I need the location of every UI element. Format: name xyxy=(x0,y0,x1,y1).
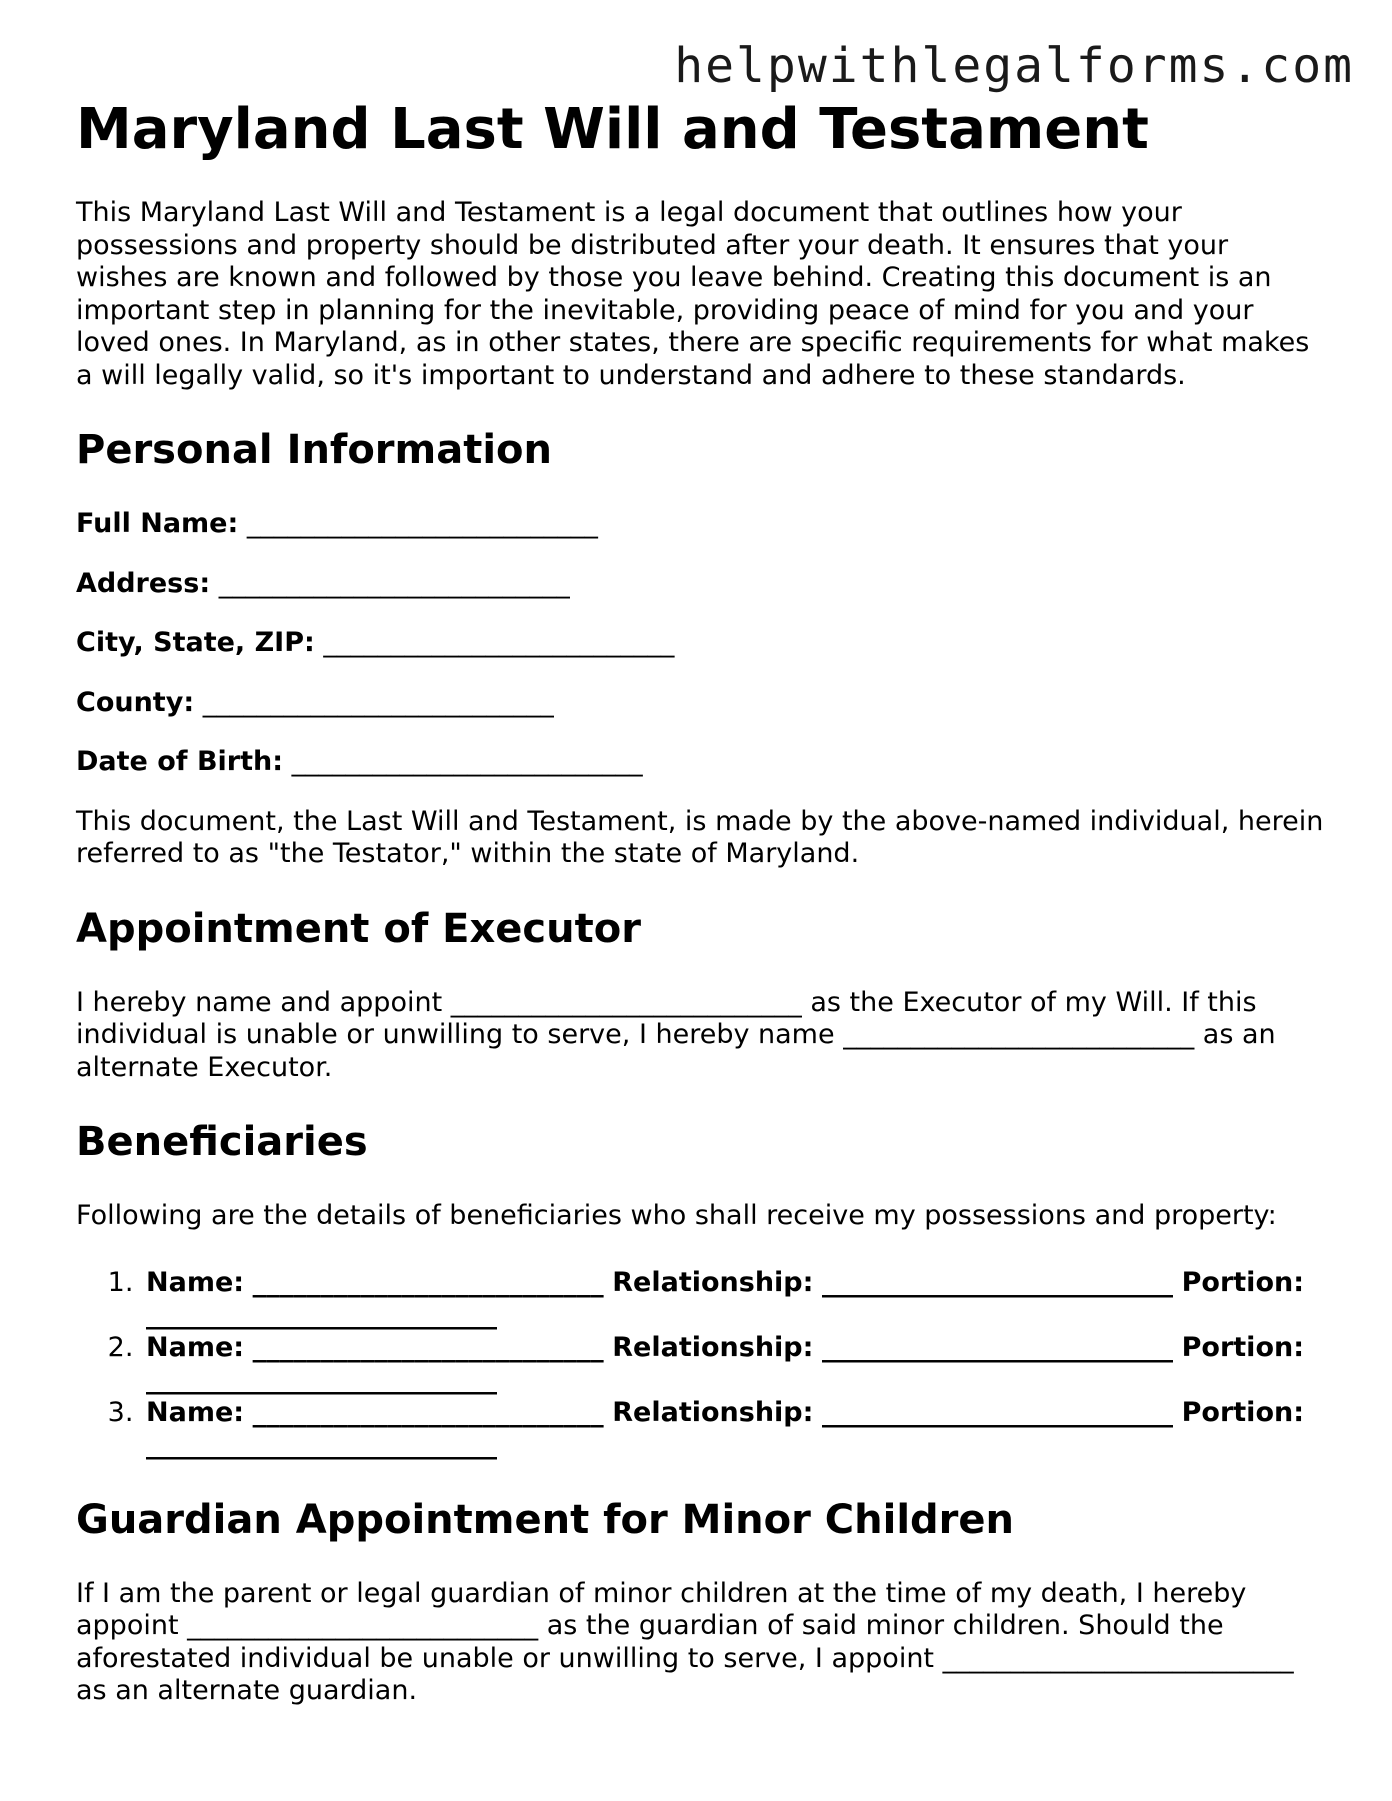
address-blank[interactable]: __________________________ xyxy=(218,567,570,599)
full-name-blank[interactable]: __________________________ xyxy=(246,508,598,540)
address-field[interactable] xyxy=(76,568,1326,601)
dob-field[interactable] xyxy=(76,746,1326,779)
guardian-text-1: If I am the parent or legal guardian of minor children at the time of my death, I hereby appoint xyxy=(76,1577,1247,1642)
beneficiary-portion-label: Portion: xyxy=(1181,1396,1305,1428)
dob-blank[interactable]: __________________________ xyxy=(291,746,643,778)
beneficiary-portion-blank[interactable]: __________________________ xyxy=(146,1299,497,1331)
beneficiaries-heading: Beneficiaries xyxy=(76,1119,368,1166)
beneficiary-relationship-blank[interactable]: __________________________ xyxy=(822,1396,1174,1428)
intro-paragraph: This Maryland Last Will and Testament is a legal document that outlines how your possessions and property should be distributed after your death. It ensures that your wishes are known and followed by those you leave behind. Creating this document is an important step in planning for the inevitable, providing peace of mind for you and your loved ones. In Maryland, as in other states, there are specific requirements for what makes a will legally valid, so it's important to understand and adhere to these standards. xyxy=(76,197,1310,391)
document-page xyxy=(76,96,1326,1742)
document-title: Maryland Last Will and Testament xyxy=(76,97,1149,162)
beneficiary-relationship-blank[interactable]: __________________________ xyxy=(822,1266,1174,1298)
beneficiary-name-blank[interactable]: __________________________ xyxy=(252,1266,604,1298)
alternate-guardian-blank[interactable]: __________________________ xyxy=(942,1642,1294,1674)
full-name-field[interactable] xyxy=(76,508,1326,541)
county-blank[interactable]: __________________________ xyxy=(202,686,554,718)
guardian-blank[interactable]: __________________________ xyxy=(187,1610,539,1642)
executor-heading: Appointment of Executor xyxy=(76,905,641,952)
guardian-heading: Guardian Appointment for Minor Children xyxy=(76,1496,1014,1543)
executor-text-2: as the Executor of my Will. If this individual is unable or unwilling to serve, I hereby name xyxy=(76,986,1257,1051)
beneficiary-name-label: Name: xyxy=(146,1331,245,1363)
beneficiary-relationship-label: Relationship: xyxy=(612,1331,814,1363)
beneficiary-name-blank[interactable]: __________________________ xyxy=(252,1331,604,1363)
county-field[interactable] xyxy=(76,687,1326,720)
watermark: helpwithlegalforms.com xyxy=(674,38,1354,94)
executor-text-3: as an alternate Executor. xyxy=(76,1019,1276,1083)
city-state-zip-label: City, State, ZIP: xyxy=(76,627,315,659)
beneficiary-portion-blank[interactable]: __________________________ xyxy=(146,1364,497,1396)
alternate-executor-blank[interactable]: __________________________ xyxy=(843,1019,1195,1051)
executor-paragraph xyxy=(76,987,1326,1085)
beneficiary-relationship-label: Relationship: xyxy=(612,1396,814,1428)
testator-statement: This document, the Last Will and Testament, is made by the above-named individual, herein referred to as "the Testator," within the state of Maryland. xyxy=(76,805,1324,870)
beneficiaries-intro: Following are the details of beneficiaries who shall receive my possessions and property: xyxy=(76,1200,1277,1232)
beneficiary-portion-blank[interactable]: __________________________ xyxy=(146,1429,497,1461)
guardian-text-2: as the guardian of said minor children. Should the aforestated individual be unable or unwilling to serve, I appoint xyxy=(76,1610,1224,1674)
beneficiary-portion-label: Portion: xyxy=(1181,1331,1305,1363)
city-state-zip-field[interactable] xyxy=(76,627,1326,660)
beneficiary-relationship-blank[interactable]: __________________________ xyxy=(822,1331,1174,1363)
personal-info-heading: Personal Information xyxy=(76,427,552,474)
list-item xyxy=(142,1397,1326,1462)
beneficiary-portion-label: Portion: xyxy=(1181,1266,1305,1298)
full-name-label: Full Name: xyxy=(76,508,239,540)
beneficiaries-list xyxy=(76,1267,1326,1462)
city-state-zip-blank[interactable]: __________________________ xyxy=(323,627,675,659)
guardian-text-3: as an alternate guardian. xyxy=(76,1675,418,1707)
beneficiary-name-label: Name: xyxy=(146,1396,245,1428)
executor-text-1: I hereby name and appoint xyxy=(76,986,443,1018)
list-item xyxy=(142,1332,1326,1397)
county-label: County: xyxy=(76,686,195,718)
address-label: Address: xyxy=(76,567,211,599)
dob-label: Date of Birth: xyxy=(76,746,284,778)
beneficiary-name-label: Name: xyxy=(146,1266,245,1298)
beneficiary-relationship-label: Relationship: xyxy=(612,1266,814,1298)
executor-blank[interactable]: __________________________ xyxy=(450,986,802,1018)
guardian-paragraph xyxy=(76,1578,1326,1708)
beneficiary-name-blank[interactable]: __________________________ xyxy=(252,1396,604,1428)
list-item xyxy=(142,1267,1326,1332)
